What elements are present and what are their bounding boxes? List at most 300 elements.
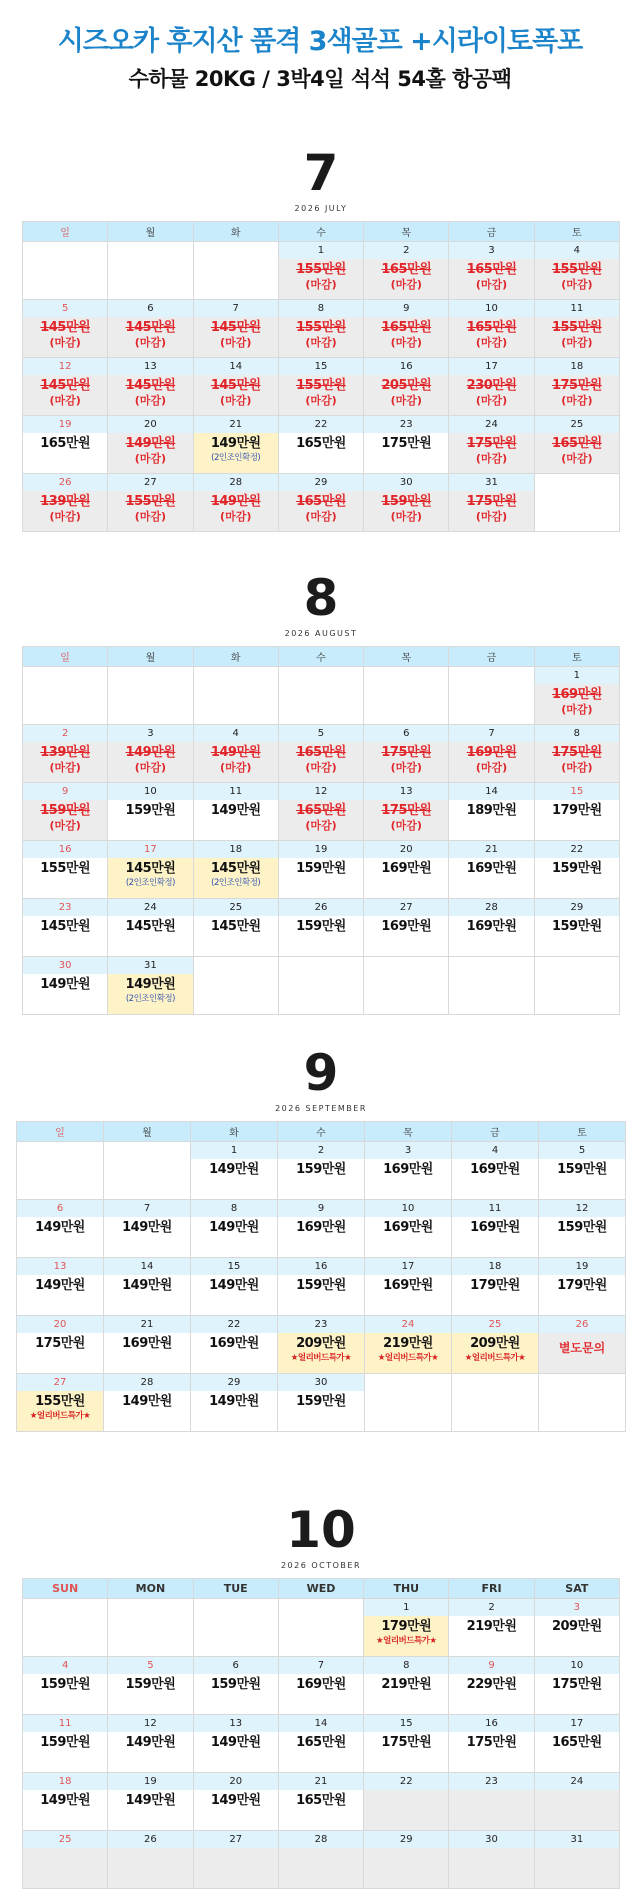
date-number: 16 — [364, 358, 448, 375]
date-cell-oct-19[interactable] — [108, 1773, 193, 1831]
date-number: 22 — [279, 416, 363, 433]
closed-label: (마감) — [390, 394, 422, 407]
date-cell-jul-13[interactable] — [108, 358, 193, 416]
date-number: 30 — [23, 957, 107, 974]
date-cell-jul-25[interactable] — [534, 416, 619, 474]
week-row — [17, 1374, 626, 1432]
closed-label: (마감) — [561, 394, 593, 407]
price-text: 169만원 — [551, 687, 602, 702]
price-area — [194, 1848, 278, 1888]
date-cell-sep-1[interactable] — [191, 1142, 278, 1200]
date-cell-body — [535, 1599, 619, 1656]
date-cell-sep-18[interactable] — [452, 1258, 539, 1316]
price-area — [191, 1391, 277, 1431]
date-cell-jul-27[interactable] — [108, 474, 193, 532]
week-row — [17, 1200, 626, 1258]
price-text: 219만원 — [466, 1619, 517, 1634]
price-text: 175만원 — [551, 1677, 602, 1692]
date-cell-aug-18[interactable] — [193, 841, 278, 899]
date-number: 17 — [365, 1258, 451, 1275]
date-cell-jul-29[interactable] — [278, 474, 363, 532]
date-cell-body — [23, 416, 107, 473]
date-number: 31 — [535, 1831, 619, 1848]
date-cell-body — [17, 1316, 103, 1373]
date-cell-jul-15[interactable] — [278, 358, 363, 416]
date-cell-jul-31[interactable] — [449, 474, 534, 532]
date-cell-aug-1[interactable] — [534, 667, 619, 725]
date-cell-jul-9[interactable] — [364, 300, 449, 358]
week-row — [23, 358, 620, 416]
date-cell-body — [191, 1374, 277, 1431]
date-number: 25 — [452, 1316, 538, 1333]
date-cell-body — [278, 1316, 364, 1373]
date-cell-body — [104, 1200, 190, 1257]
date-cell-aug-24[interactable] — [108, 899, 193, 957]
closed-label: (마감) — [49, 761, 81, 774]
date-cell-sep-15[interactable] — [191, 1258, 278, 1316]
date-cell-aug-4[interactable] — [193, 725, 278, 783]
date-cell-jul-4[interactable] — [534, 242, 619, 300]
date-cell-body — [449, 841, 533, 898]
date-cell-aug-30[interactable] — [23, 957, 108, 1015]
date-cell-jul-14[interactable] — [193, 358, 278, 416]
date-cell-body — [535, 725, 619, 782]
date-cell-body — [23, 1773, 107, 1830]
weekday-header: 목 — [364, 647, 449, 667]
price-text: 165만원 — [466, 262, 517, 277]
price-area — [194, 491, 278, 531]
date-number: 4 — [535, 242, 619, 259]
date-number: 21 — [449, 841, 533, 858]
price-text: 169만원 — [122, 1336, 172, 1351]
price-text: 230만원 — [466, 378, 517, 393]
weekday-header: 토 — [534, 222, 619, 242]
price-text: 169만원 — [383, 1220, 433, 1235]
date-cell-oct-15[interactable] — [364, 1715, 449, 1773]
date-cell-sep-23[interactable] — [278, 1316, 365, 1374]
date-cell-oct-16[interactable] — [449, 1715, 534, 1773]
date-number: 6 — [17, 1200, 103, 1217]
date-number: 13 — [17, 1258, 103, 1275]
date-cell-aug-25[interactable] — [193, 899, 278, 957]
price-text: 145만원 — [210, 861, 261, 876]
price-text: 205만원 — [381, 378, 432, 393]
price-text: 229만원 — [466, 1677, 517, 1692]
week-row — [23, 1831, 620, 1889]
empty-cell — [452, 1374, 539, 1432]
date-cell-aug-9[interactable] — [23, 783, 108, 841]
week-row — [23, 957, 620, 1015]
date-cell-body — [539, 1200, 625, 1257]
date-number: 28 — [194, 474, 278, 491]
date-cell-sep-29[interactable] — [191, 1374, 278, 1432]
date-cell-jul-18[interactable] — [534, 358, 619, 416]
price-area — [279, 742, 363, 782]
date-number: 29 — [279, 474, 363, 491]
price-area — [23, 375, 107, 415]
date-number: 25 — [194, 899, 278, 916]
date-cell-jul-30[interactable] — [364, 474, 449, 532]
closed-label: (마감) — [390, 510, 422, 523]
date-cell-body — [108, 358, 192, 415]
date-cell-aug-16[interactable] — [23, 841, 108, 899]
closed-label: (마감) — [561, 452, 593, 465]
date-cell-sep-28[interactable] — [104, 1374, 191, 1432]
date-cell-sep-5[interactable] — [539, 1142, 626, 1200]
date-cell-aug-6[interactable] — [364, 725, 449, 783]
price-text: 165만원 — [466, 320, 517, 335]
date-number: 10 — [449, 300, 533, 317]
date-cell-body — [194, 300, 278, 357]
price-text: 159만원 — [557, 1220, 607, 1235]
page-title: 시즈오카 후지산 품격 3색골프 +시라이토폭포 — [57, 26, 583, 57]
week-row — [23, 725, 620, 783]
date-cell-aug-8[interactable] — [534, 725, 619, 783]
date-cell-sep-22[interactable] — [191, 1316, 278, 1374]
empty-cell — [104, 1142, 191, 1200]
date-cell-aug-19[interactable] — [278, 841, 363, 899]
date-cell-sep-10[interactable] — [365, 1200, 452, 1258]
month-caption: 2026 OCTOBER — [280, 1561, 362, 1570]
date-number: 29 — [535, 899, 619, 916]
price-area — [279, 1790, 363, 1830]
price-area — [194, 433, 278, 473]
date-number: 6 — [108, 300, 192, 317]
date-cell-jul-21[interactable] — [193, 416, 278, 474]
date-cell-body — [449, 358, 533, 415]
date-cell-oct-8[interactable] — [364, 1657, 449, 1715]
date-cell-jul-19[interactable] — [23, 416, 108, 474]
date-cell-oct-7[interactable] — [278, 1657, 363, 1715]
date-cell-sep-20[interactable] — [17, 1316, 104, 1374]
date-number: 23 — [449, 1773, 533, 1790]
weekday-header: FRI — [449, 1579, 534, 1599]
date-cell-oct-1[interactable] — [364, 1599, 449, 1657]
price-text: 159만원 — [296, 919, 346, 934]
date-cell-aug-11[interactable] — [193, 783, 278, 841]
price-area — [17, 1391, 103, 1431]
price-text: 155만원 — [296, 262, 346, 277]
date-number: 3 — [365, 1142, 451, 1159]
date-cell-oct-21[interactable] — [278, 1773, 363, 1831]
date-cell-aug-14[interactable] — [449, 783, 534, 841]
date-cell-aug-26[interactable] — [278, 899, 363, 957]
date-number: 13 — [364, 783, 448, 800]
date-cell-sep-24[interactable] — [365, 1316, 452, 1374]
date-cell-aug-12[interactable] — [278, 783, 363, 841]
price-area — [449, 1616, 533, 1656]
date-cell-body — [535, 358, 619, 415]
confirmed-label: (2인조인확정) — [125, 994, 175, 1004]
date-cell-body — [449, 725, 533, 782]
date-number: 7 — [449, 725, 533, 742]
date-cell-jul-3[interactable] — [449, 242, 534, 300]
date-cell-aug-13[interactable] — [364, 783, 449, 841]
date-cell-jul-20[interactable] — [108, 416, 193, 474]
date-cell-sep-16[interactable] — [278, 1258, 365, 1316]
price-text: 149만원 — [125, 745, 176, 760]
price-text: 149만원 — [209, 1220, 259, 1235]
date-cell-body — [535, 1773, 619, 1830]
date-cell-oct-4[interactable] — [23, 1657, 108, 1715]
date-cell-body — [108, 474, 192, 531]
empty-cell — [193, 242, 278, 300]
price-text: 165만원 — [296, 1735, 346, 1750]
date-cell-body — [108, 1715, 192, 1772]
date-cell-aug-2[interactable] — [23, 725, 108, 783]
date-number: 19 — [279, 841, 363, 858]
date-cell-body — [23, 300, 107, 357]
date-cell-body — [452, 1316, 538, 1373]
closed-label: (마감) — [390, 761, 422, 774]
price-area — [23, 1674, 107, 1714]
date-number: 13 — [194, 1715, 278, 1732]
price-area — [535, 1616, 619, 1656]
date-cell-oct-12[interactable] — [108, 1715, 193, 1773]
closed-label: (마감) — [561, 703, 593, 716]
date-number: 30 — [449, 1831, 533, 1848]
price-area — [449, 317, 533, 357]
price-area — [449, 1848, 533, 1888]
date-number: 22 — [364, 1773, 448, 1790]
price-area — [535, 1732, 619, 1772]
date-cell-oct-14[interactable] — [278, 1715, 363, 1773]
date-cell-sep-12[interactable] — [539, 1200, 626, 1258]
date-cell-oct-10[interactable] — [534, 1657, 619, 1715]
price-area — [278, 1217, 364, 1257]
date-cell-body — [278, 1142, 364, 1199]
date-cell-jul-12[interactable] — [23, 358, 108, 416]
date-cell-jul-16[interactable] — [364, 358, 449, 416]
date-cell-sep-4[interactable] — [452, 1142, 539, 1200]
date-cell-aug-23[interactable] — [23, 899, 108, 957]
date-number: 24 — [108, 899, 192, 916]
date-cell-body — [364, 899, 448, 956]
closed-label: (마감) — [475, 510, 508, 523]
calendar-july — [22, 146, 620, 532]
date-cell-aug-3[interactable] — [108, 725, 193, 783]
date-cell-aug-27[interactable] — [364, 899, 449, 957]
price-area — [191, 1275, 277, 1315]
price-area — [194, 858, 278, 898]
date-cell-body — [364, 1715, 448, 1772]
price-text: 159만원 — [381, 494, 432, 509]
price-text: 169만원 — [296, 1220, 346, 1235]
price-text: 179만원 — [557, 1278, 607, 1293]
price-area — [449, 433, 533, 473]
date-cell-aug-31[interactable] — [108, 957, 193, 1015]
date-cell-body — [452, 1258, 538, 1315]
date-cell-body — [365, 1316, 451, 1373]
date-cell-aug-10[interactable] — [108, 783, 193, 841]
date-cell-aug-5[interactable] — [278, 725, 363, 783]
date-cell-body — [194, 783, 278, 840]
date-cell-body — [279, 1657, 363, 1714]
week-row — [17, 1258, 626, 1316]
date-number: 22 — [535, 841, 619, 858]
closed-label: (마감) — [305, 761, 337, 774]
date-cell-body — [194, 358, 278, 415]
price-area — [23, 1790, 107, 1830]
date-cell-oct-13[interactable] — [193, 1715, 278, 1773]
price-area — [191, 1159, 277, 1199]
price-area — [364, 491, 448, 531]
date-cell-body — [539, 1316, 625, 1373]
date-cell-aug-28[interactable] — [449, 899, 534, 957]
price-area — [279, 1674, 363, 1714]
price-text: 149만원 — [125, 1793, 176, 1808]
date-cell-aug-7[interactable] — [449, 725, 534, 783]
date-cell-jul-17[interactable] — [449, 358, 534, 416]
date-cell-sep-6[interactable] — [17, 1200, 104, 1258]
empty-cell — [193, 667, 278, 725]
date-cell-aug-20[interactable] — [364, 841, 449, 899]
date-cell-sep-2[interactable] — [278, 1142, 365, 1200]
date-cell-aug-29[interactable] — [534, 899, 619, 957]
price-area — [539, 1217, 625, 1257]
date-cell-aug-17[interactable] — [108, 841, 193, 899]
calendar-grid — [22, 646, 620, 1015]
price-area — [23, 858, 107, 898]
empty-cell — [23, 242, 108, 300]
date-number: 20 — [364, 841, 448, 858]
date-cell-oct-17[interactable] — [534, 1715, 619, 1773]
empty-cell — [534, 474, 619, 532]
date-cell-jul-1[interactable] — [278, 242, 363, 300]
weekday-header: 화 — [191, 1122, 278, 1142]
date-cell-sep-7[interactable] — [104, 1200, 191, 1258]
date-cell-sep-3[interactable] — [365, 1142, 452, 1200]
date-cell-sep-11[interactable] — [452, 1200, 539, 1258]
price-text: 159만원 — [551, 919, 602, 934]
date-cell-jul-2[interactable] — [364, 242, 449, 300]
date-number: 11 — [23, 1715, 107, 1732]
date-cell-jul-26[interactable] — [23, 474, 108, 532]
date-cell-sep-19[interactable] — [539, 1258, 626, 1316]
date-cell-sep-26[interactable] — [539, 1316, 626, 1374]
weekday-header: 일 — [23, 647, 108, 667]
date-cell-jul-11[interactable] — [534, 300, 619, 358]
date-cell-body — [23, 474, 107, 531]
price-area — [279, 1848, 363, 1888]
date-cell-body — [194, 1831, 278, 1888]
date-cell-oct-2[interactable] — [449, 1599, 534, 1657]
price-area — [279, 1732, 363, 1772]
date-number: 15 — [191, 1258, 277, 1275]
date-cell-aug-21[interactable] — [449, 841, 534, 899]
closed-label: (마감) — [220, 761, 252, 774]
price-text: 165만원 — [381, 320, 432, 335]
price-area — [279, 433, 363, 473]
date-number: 14 — [279, 1715, 363, 1732]
date-cell-jul-5[interactable] — [23, 300, 108, 358]
date-cell-sep-27[interactable] — [17, 1374, 104, 1432]
date-cell-body — [539, 1142, 625, 1199]
date-number: 8 — [191, 1200, 277, 1217]
closed-label: (마감) — [390, 278, 422, 291]
price-area — [23, 800, 107, 840]
date-number: 31 — [108, 957, 192, 974]
empty-cell — [364, 957, 449, 1015]
date-cell-sep-14[interactable] — [104, 1258, 191, 1316]
date-cell-aug-22[interactable] — [534, 841, 619, 899]
price-area — [364, 1732, 448, 1772]
date-number: 4 — [23, 1657, 107, 1674]
date-cell-oct-9[interactable] — [449, 1657, 534, 1715]
date-cell-body — [108, 416, 192, 473]
weekday-header: 목 — [364, 222, 449, 242]
date-cell-sep-8[interactable] — [191, 1200, 278, 1258]
date-cell-sep-21[interactable] — [104, 1316, 191, 1374]
date-cell-jul-24[interactable] — [449, 416, 534, 474]
price-text: 179만원 — [470, 1278, 520, 1293]
closed-label: (마감) — [475, 761, 508, 774]
date-cell-body — [108, 1831, 192, 1888]
date-cell-body — [279, 899, 363, 956]
price-area — [452, 1159, 538, 1199]
date-number: 2 — [364, 242, 448, 259]
date-cell-sep-25[interactable] — [452, 1316, 539, 1374]
price-text: 165만원 — [551, 1735, 602, 1750]
date-cell-jul-6[interactable] — [108, 300, 193, 358]
date-cell-body — [191, 1258, 277, 1315]
price-area — [535, 1848, 619, 1888]
price-text: 159만원 — [557, 1162, 607, 1177]
price-text: 159만원 — [125, 1677, 176, 1692]
price-text: 159만원 — [296, 1394, 346, 1409]
date-cell-jul-28[interactable] — [193, 474, 278, 532]
calendar-august — [22, 571, 620, 1015]
price-area — [452, 1217, 538, 1257]
price-text: 175만원 — [381, 803, 432, 818]
date-number: 5 — [539, 1142, 625, 1159]
date-cell-sep-9[interactable] — [278, 1200, 365, 1258]
date-cell-oct-3[interactable] — [534, 1599, 619, 1657]
date-cell-jul-10[interactable] — [449, 300, 534, 358]
date-cell-oct-6[interactable] — [193, 1657, 278, 1715]
date-cell-oct-18[interactable] — [23, 1773, 108, 1831]
price-area — [108, 1790, 192, 1830]
price-area — [535, 742, 619, 782]
date-cell-oct-30 — [449, 1831, 534, 1889]
price-text: 149만원 — [210, 745, 261, 760]
date-cell-body — [365, 1200, 451, 1257]
date-cell-aug-15[interactable] — [534, 783, 619, 841]
price-text: 149만원 — [122, 1394, 172, 1409]
price-text: 149만원 — [35, 1220, 85, 1235]
date-cell-oct-5[interactable] — [108, 1657, 193, 1715]
date-cell-oct-20[interactable] — [193, 1773, 278, 1831]
weekday-header: 일 — [17, 1122, 104, 1142]
date-cell-sep-17[interactable] — [365, 1258, 452, 1316]
month-number: 10 — [286, 1501, 356, 1559]
date-cell-sep-30[interactable] — [278, 1374, 365, 1432]
date-cell-body — [23, 899, 107, 956]
date-cell-body — [279, 242, 363, 299]
date-cell-body — [23, 1657, 107, 1714]
price-text: 149만원 — [210, 436, 261, 451]
date-cell-jul-8[interactable] — [278, 300, 363, 358]
date-cell-jul-22[interactable] — [278, 416, 363, 474]
price-area — [108, 974, 192, 1014]
weekday-header: 월 — [108, 222, 193, 242]
price-text: 169만원 — [470, 1162, 520, 1177]
price-area — [194, 742, 278, 782]
date-cell-sep-13[interactable] — [17, 1258, 104, 1316]
date-cell-jul-23[interactable] — [364, 416, 449, 474]
date-cell-oct-11[interactable] — [23, 1715, 108, 1773]
date-cell-jul-7[interactable] — [193, 300, 278, 358]
